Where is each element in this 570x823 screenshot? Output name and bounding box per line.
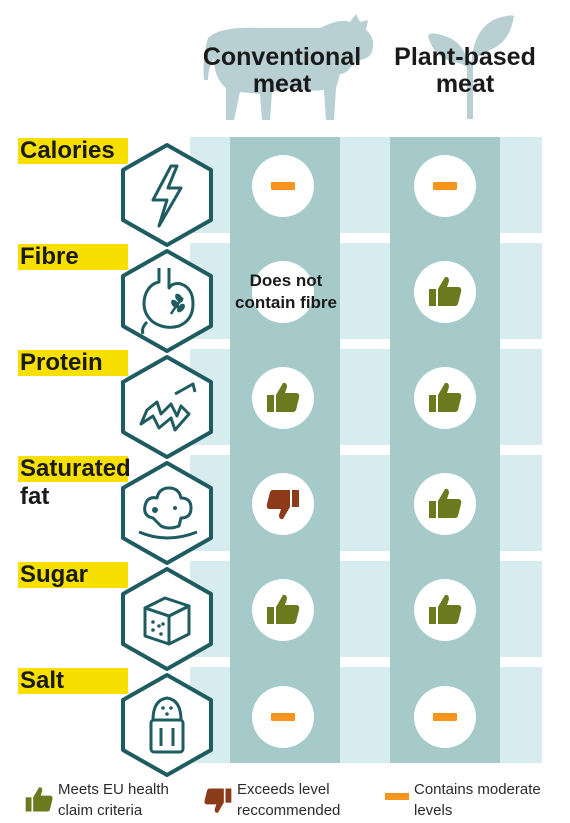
legend-moderate-dash xyxy=(385,793,409,800)
protein-plant-marker xyxy=(414,367,476,429)
lightning-icon xyxy=(119,142,215,248)
row-label-calories: Calories xyxy=(20,137,115,164)
legend-moderate-label xyxy=(414,779,541,821)
moderate-dash xyxy=(433,182,457,190)
fibre-note-line1: Does not xyxy=(249,271,323,290)
fibre-plant-marker xyxy=(414,261,476,323)
legend-thumbs-down-icon xyxy=(203,786,233,816)
row-label-saturated-fat xyxy=(20,456,131,510)
column-header-plant-line1: Plant-based xyxy=(394,43,536,71)
column-band-conventional xyxy=(230,137,340,763)
column-band-plant xyxy=(390,137,500,763)
legend-meets-line1: Meets EU health xyxy=(58,781,169,798)
fibre-conventional-note xyxy=(214,270,358,314)
column-header-conventional-line2: meat xyxy=(252,70,312,98)
row-label-fibre: Fibre xyxy=(20,243,79,270)
column-header-plant xyxy=(384,44,546,98)
fibre-note-line2: contain fibre xyxy=(234,293,337,312)
row-label-protein: Protein xyxy=(20,349,103,376)
protein-conventional-marker xyxy=(252,367,314,429)
moderate-dash xyxy=(271,713,295,721)
thumbs-down-icon xyxy=(265,487,301,523)
saturated-fat-conventional-marker xyxy=(252,473,314,535)
saturated-fat-plant-marker xyxy=(414,473,476,535)
column-header-conventional xyxy=(188,44,376,98)
legend-exceeds-line2: reccommended xyxy=(237,802,341,819)
salt-plant-marker xyxy=(414,686,476,748)
thumbs-up-icon xyxy=(427,485,463,521)
row-label-sugar: Sugar xyxy=(20,561,89,588)
thumbs-up-icon xyxy=(265,379,301,415)
row-label-saturated-fat-line1: Saturated xyxy=(20,455,131,482)
legend-exceeds-label xyxy=(237,779,340,821)
row-label-salt: Salt xyxy=(20,667,65,694)
stomach-icon xyxy=(119,248,215,354)
legend-moderate-line1: Contains moderate xyxy=(414,781,541,798)
sugar-cube-icon xyxy=(119,566,215,672)
legend-thumbs-up-icon xyxy=(24,784,54,814)
sugar-plant-marker xyxy=(414,579,476,641)
row-label-saturated-fat-line2: fat xyxy=(20,483,50,510)
column-header-conventional-line1: Conventional xyxy=(202,43,362,71)
salt-conventional-marker xyxy=(252,686,314,748)
legend-meets-label xyxy=(58,779,169,821)
moderate-dash xyxy=(433,713,457,721)
thumbs-up-icon xyxy=(427,273,463,309)
thumbs-up-icon xyxy=(427,591,463,627)
column-header-plant-line2: meat xyxy=(435,70,495,98)
calories-conventional-marker xyxy=(252,155,314,217)
sugar-conventional-marker xyxy=(252,579,314,641)
protein-ribbon-icon xyxy=(119,354,215,460)
legend-exceeds-line1: Exceeds level xyxy=(237,781,330,798)
calories-plant-marker xyxy=(414,155,476,217)
thumbs-up-icon xyxy=(265,591,301,627)
legend-moderate-line2: levels xyxy=(414,802,453,819)
legend-meets-line2: claim criteria xyxy=(58,802,143,819)
salt-shaker-icon xyxy=(119,672,215,778)
thumbs-up-icon xyxy=(427,379,463,415)
moderate-dash xyxy=(271,182,295,190)
fat-drop-icon xyxy=(119,460,215,566)
